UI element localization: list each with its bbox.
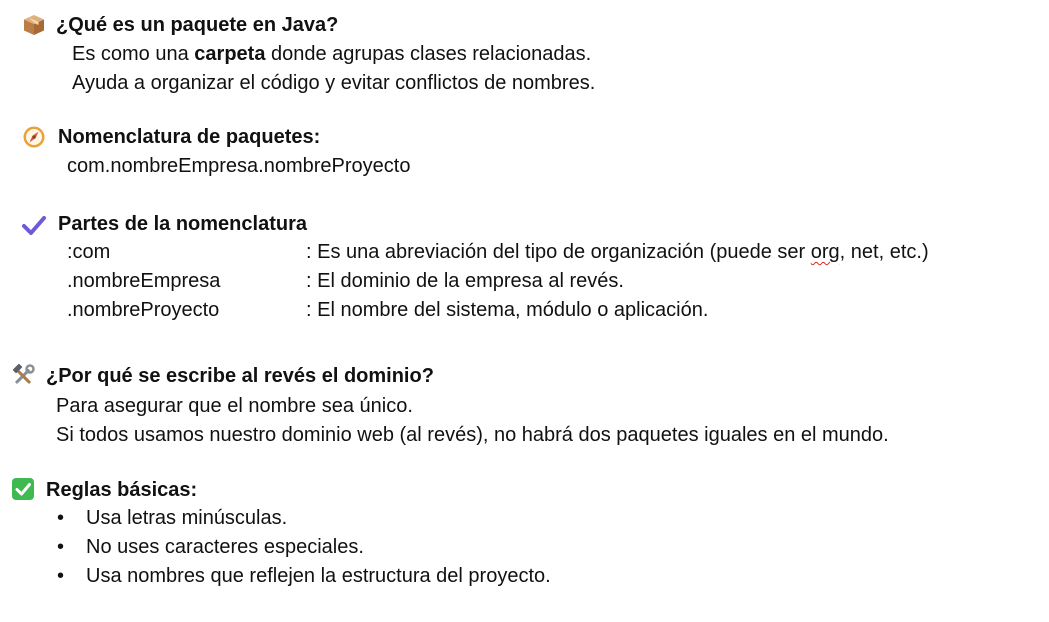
- spellcheck-word-org: org: [810, 241, 840, 263]
- section-heading-nomenclature: Nomenclatura de paquetes:: [58, 126, 321, 148]
- bullet-1: •: [57, 507, 65, 529]
- part-desc-proyecto: : El nombre del sistema, módulo o aplicación.: [306, 299, 709, 321]
- nomenclature-example: com.nombreEmpresa.nombreProyecto: [67, 155, 411, 177]
- part-term-com: :com: [67, 241, 111, 263]
- rule-item-1: Usa letras minúsculas.: [86, 507, 288, 529]
- compass-icon: [22, 125, 46, 149]
- reverse-domain-line-2: Si todos usamos nuestro dominio web (al revés), no habrá dos paquetes iguales en el mundo.: [56, 424, 889, 446]
- emphasis-carpeta: carpeta: [194, 43, 266, 65]
- hammer-wrench-icon: [11, 364, 35, 388]
- check-box-icon: [11, 477, 35, 501]
- section-heading-parts: Partes de la nomenclatura: [58, 213, 307, 235]
- rule-item-2: No uses caracteres especiales.: [86, 536, 364, 558]
- part-desc-empresa: : El dominio de la empresa al revés.: [306, 270, 624, 292]
- part-desc-com: : Es una abreviación del tipo de organización (puede ser org, net, etc.): [306, 241, 929, 263]
- package-icon: [22, 13, 46, 37]
- check-mark-icon: [22, 213, 46, 237]
- bullet-3: •: [57, 565, 65, 587]
- package-description-line-2: Ayuda a organizar el código y evitar conflictos de nombres.: [72, 72, 596, 94]
- reverse-domain-line-1: Para asegurar que el nombre sea único.: [56, 395, 413, 417]
- package-description-line-1: Es como una carpeta donde agrupas clases relacionadas.: [72, 43, 592, 65]
- section-heading-reverse-domain: ¿Por qué se escribe al revés el dominio?: [46, 365, 434, 387]
- section-heading-package: ¿Qué es un paquete en Java?: [56, 14, 339, 36]
- bullet-2: •: [57, 536, 65, 558]
- part-term-empresa: .nombreEmpresa: [67, 270, 221, 292]
- section-heading-rules: Reglas básicas:: [46, 479, 198, 501]
- rule-item-3: Usa nombres que reflejen la estructura del proyecto.: [86, 565, 551, 587]
- part-term-proyecto: .nombreProyecto: [67, 299, 220, 321]
